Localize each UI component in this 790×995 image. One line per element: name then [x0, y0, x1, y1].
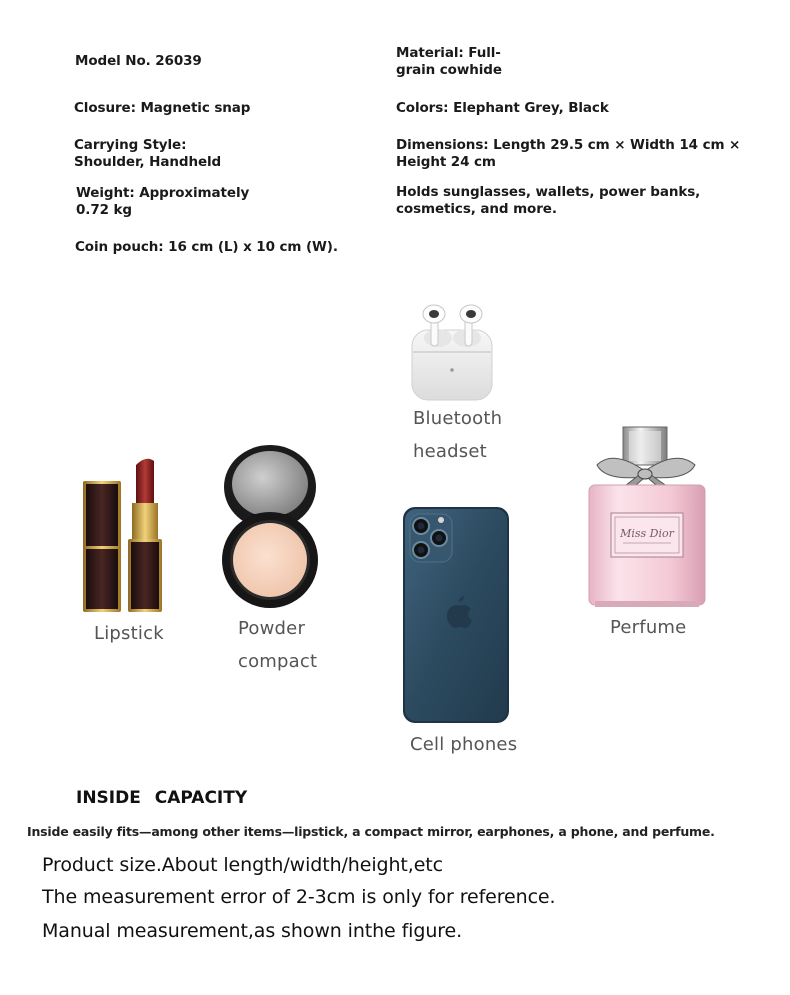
note-measurement-error: The measurement error of 2-3cm is only for reference. [42, 886, 556, 908]
spec-coin-pouch: Coin pouch: 16 cm (L) x 10 cm (W). [75, 239, 338, 255]
spec-carrying-style: Carrying Style: Shoulder, Handheld [74, 137, 222, 170]
inside-capacity-heading: INSIDE CAPACITY [76, 788, 248, 808]
lipstick-icon [82, 455, 168, 615]
perfume-bottle-icon [583, 425, 711, 610]
spec-closure: Closure: Magnetic snap [74, 100, 251, 116]
note-product-size: Product size.About length/width/height,etc [42, 854, 443, 876]
spec-model: Model No. 26039 [75, 53, 202, 69]
note-manual-measurement: Manual measurement,as shown inthe figure. [42, 920, 463, 942]
spec-dimensions: Dimensions: Length 29.5 cm × Width 14 cm × Height 24 cm [396, 137, 741, 170]
label-perfume: Perfume [610, 617, 687, 638]
cell-phone-icon [402, 506, 510, 724]
spec-material: Material: Full-grain cowhide [396, 45, 502, 78]
label-cell-phones: Cell phones [410, 734, 518, 755]
perfume-label-text: Miss Dior [620, 527, 674, 540]
spec-weight: Weight: Approximately 0.72 kg [76, 185, 250, 218]
capacity-description: Inside easily fits—among other items—lipstick, a compact mirror, earphones, a phone, and perfume. [27, 824, 715, 839]
label-earbuds: Bluetooth headset [413, 408, 503, 462]
label-powder-compact: Powder compact [238, 618, 318, 672]
spec-holds: Holds sunglasses, wallets, power banks, cosmetics, and more. [396, 184, 701, 217]
spec-colors: Colors: Elephant Grey, Black [396, 100, 609, 116]
label-lipstick: Lipstick [94, 623, 164, 644]
powder-compact-icon [220, 442, 320, 612]
earbuds-icon [405, 300, 500, 405]
